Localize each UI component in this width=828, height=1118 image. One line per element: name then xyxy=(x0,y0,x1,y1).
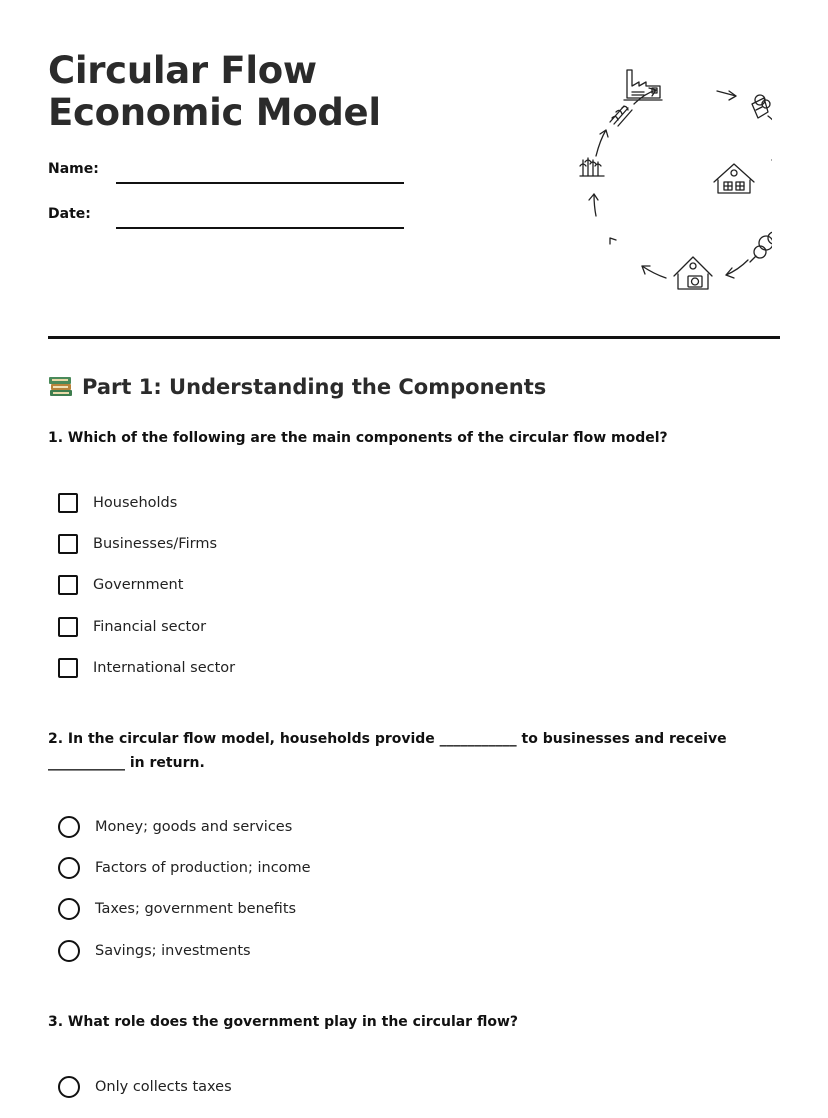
tree-icon xyxy=(752,95,770,118)
option-label: Households xyxy=(93,494,178,511)
checkbox[interactable] xyxy=(58,575,78,595)
radio-button[interactable] xyxy=(58,857,80,879)
books-icon xyxy=(48,374,74,398)
question-2: 2. In the circular flow model, households provide ___________ to businesses and receive ___________ in return. xyxy=(48,731,727,771)
radio-button[interactable] xyxy=(58,816,80,838)
factory-icon xyxy=(624,70,662,100)
option-label: Financial sector xyxy=(93,618,207,635)
date-blank-line[interactable] xyxy=(116,227,404,229)
option-factors-income[interactable] xyxy=(58,847,758,888)
bank-icon xyxy=(674,257,712,289)
question-1-options xyxy=(58,482,758,689)
crops-icon xyxy=(750,232,772,262)
arrow-icon xyxy=(596,130,608,156)
name-field-row xyxy=(48,161,408,191)
option-label: International sector xyxy=(93,660,236,677)
question-2-options xyxy=(58,806,758,972)
checkbox[interactable] xyxy=(58,658,78,678)
part1-title xyxy=(48,374,546,399)
crops-icon xyxy=(610,106,632,126)
section-divider xyxy=(48,336,780,339)
page-title: Circular Flow Economic Model xyxy=(48,49,381,134)
option-label: Savings; investments xyxy=(95,942,251,959)
option-households[interactable] xyxy=(58,482,758,523)
option-savings-investments[interactable] xyxy=(58,930,758,971)
circular-flow-illustration xyxy=(528,60,772,300)
option-label: Government xyxy=(93,577,184,594)
arrow-icon xyxy=(768,116,772,130)
name-label: Name: xyxy=(48,161,99,177)
option-businesses-firms[interactable] xyxy=(58,523,758,564)
radio-button[interactable] xyxy=(58,898,80,920)
arrow-icon xyxy=(726,260,748,278)
arrow-icon xyxy=(589,194,598,216)
option-label: Businesses/Firms xyxy=(93,536,218,553)
option-only-collects-taxes[interactable] xyxy=(58,1066,758,1107)
worksheet-page xyxy=(48,0,780,1118)
option-label: Taxes; government benefits xyxy=(95,901,297,918)
radio-button[interactable] xyxy=(58,940,80,962)
name-blank-line[interactable] xyxy=(116,182,404,184)
arrow-icon xyxy=(634,88,656,104)
option-taxes-benefits[interactable] xyxy=(58,889,758,930)
option-label: Money; goods and services xyxy=(95,818,293,835)
option-label: Factors of production; income xyxy=(95,860,311,877)
question-3: 3. What role does the government play in the circular flow? xyxy=(48,1014,519,1030)
radio-button[interactable] xyxy=(58,1076,80,1098)
house-icon xyxy=(714,164,754,193)
crops-icon xyxy=(580,158,604,176)
option-label: Only collects taxes xyxy=(95,1078,232,1095)
option-international-sector[interactable] xyxy=(58,648,758,689)
arrow-icon xyxy=(642,266,666,278)
option-financial-sector[interactable] xyxy=(58,606,758,647)
option-government[interactable] xyxy=(58,565,758,606)
checkbox[interactable] xyxy=(58,617,78,637)
option-money-goods[interactable] xyxy=(58,806,758,847)
checkbox[interactable] xyxy=(58,534,78,554)
date-label: Date: xyxy=(48,206,91,222)
date-field-row xyxy=(48,206,408,236)
arrow-icon xyxy=(717,91,736,100)
question-1: 1. Which of the following are the main components of the circular flow model? xyxy=(48,430,668,446)
part1-title-text: Part 1: Understanding the Components xyxy=(82,375,547,399)
checkbox[interactable] xyxy=(58,493,78,513)
question-3-options xyxy=(58,1066,758,1107)
